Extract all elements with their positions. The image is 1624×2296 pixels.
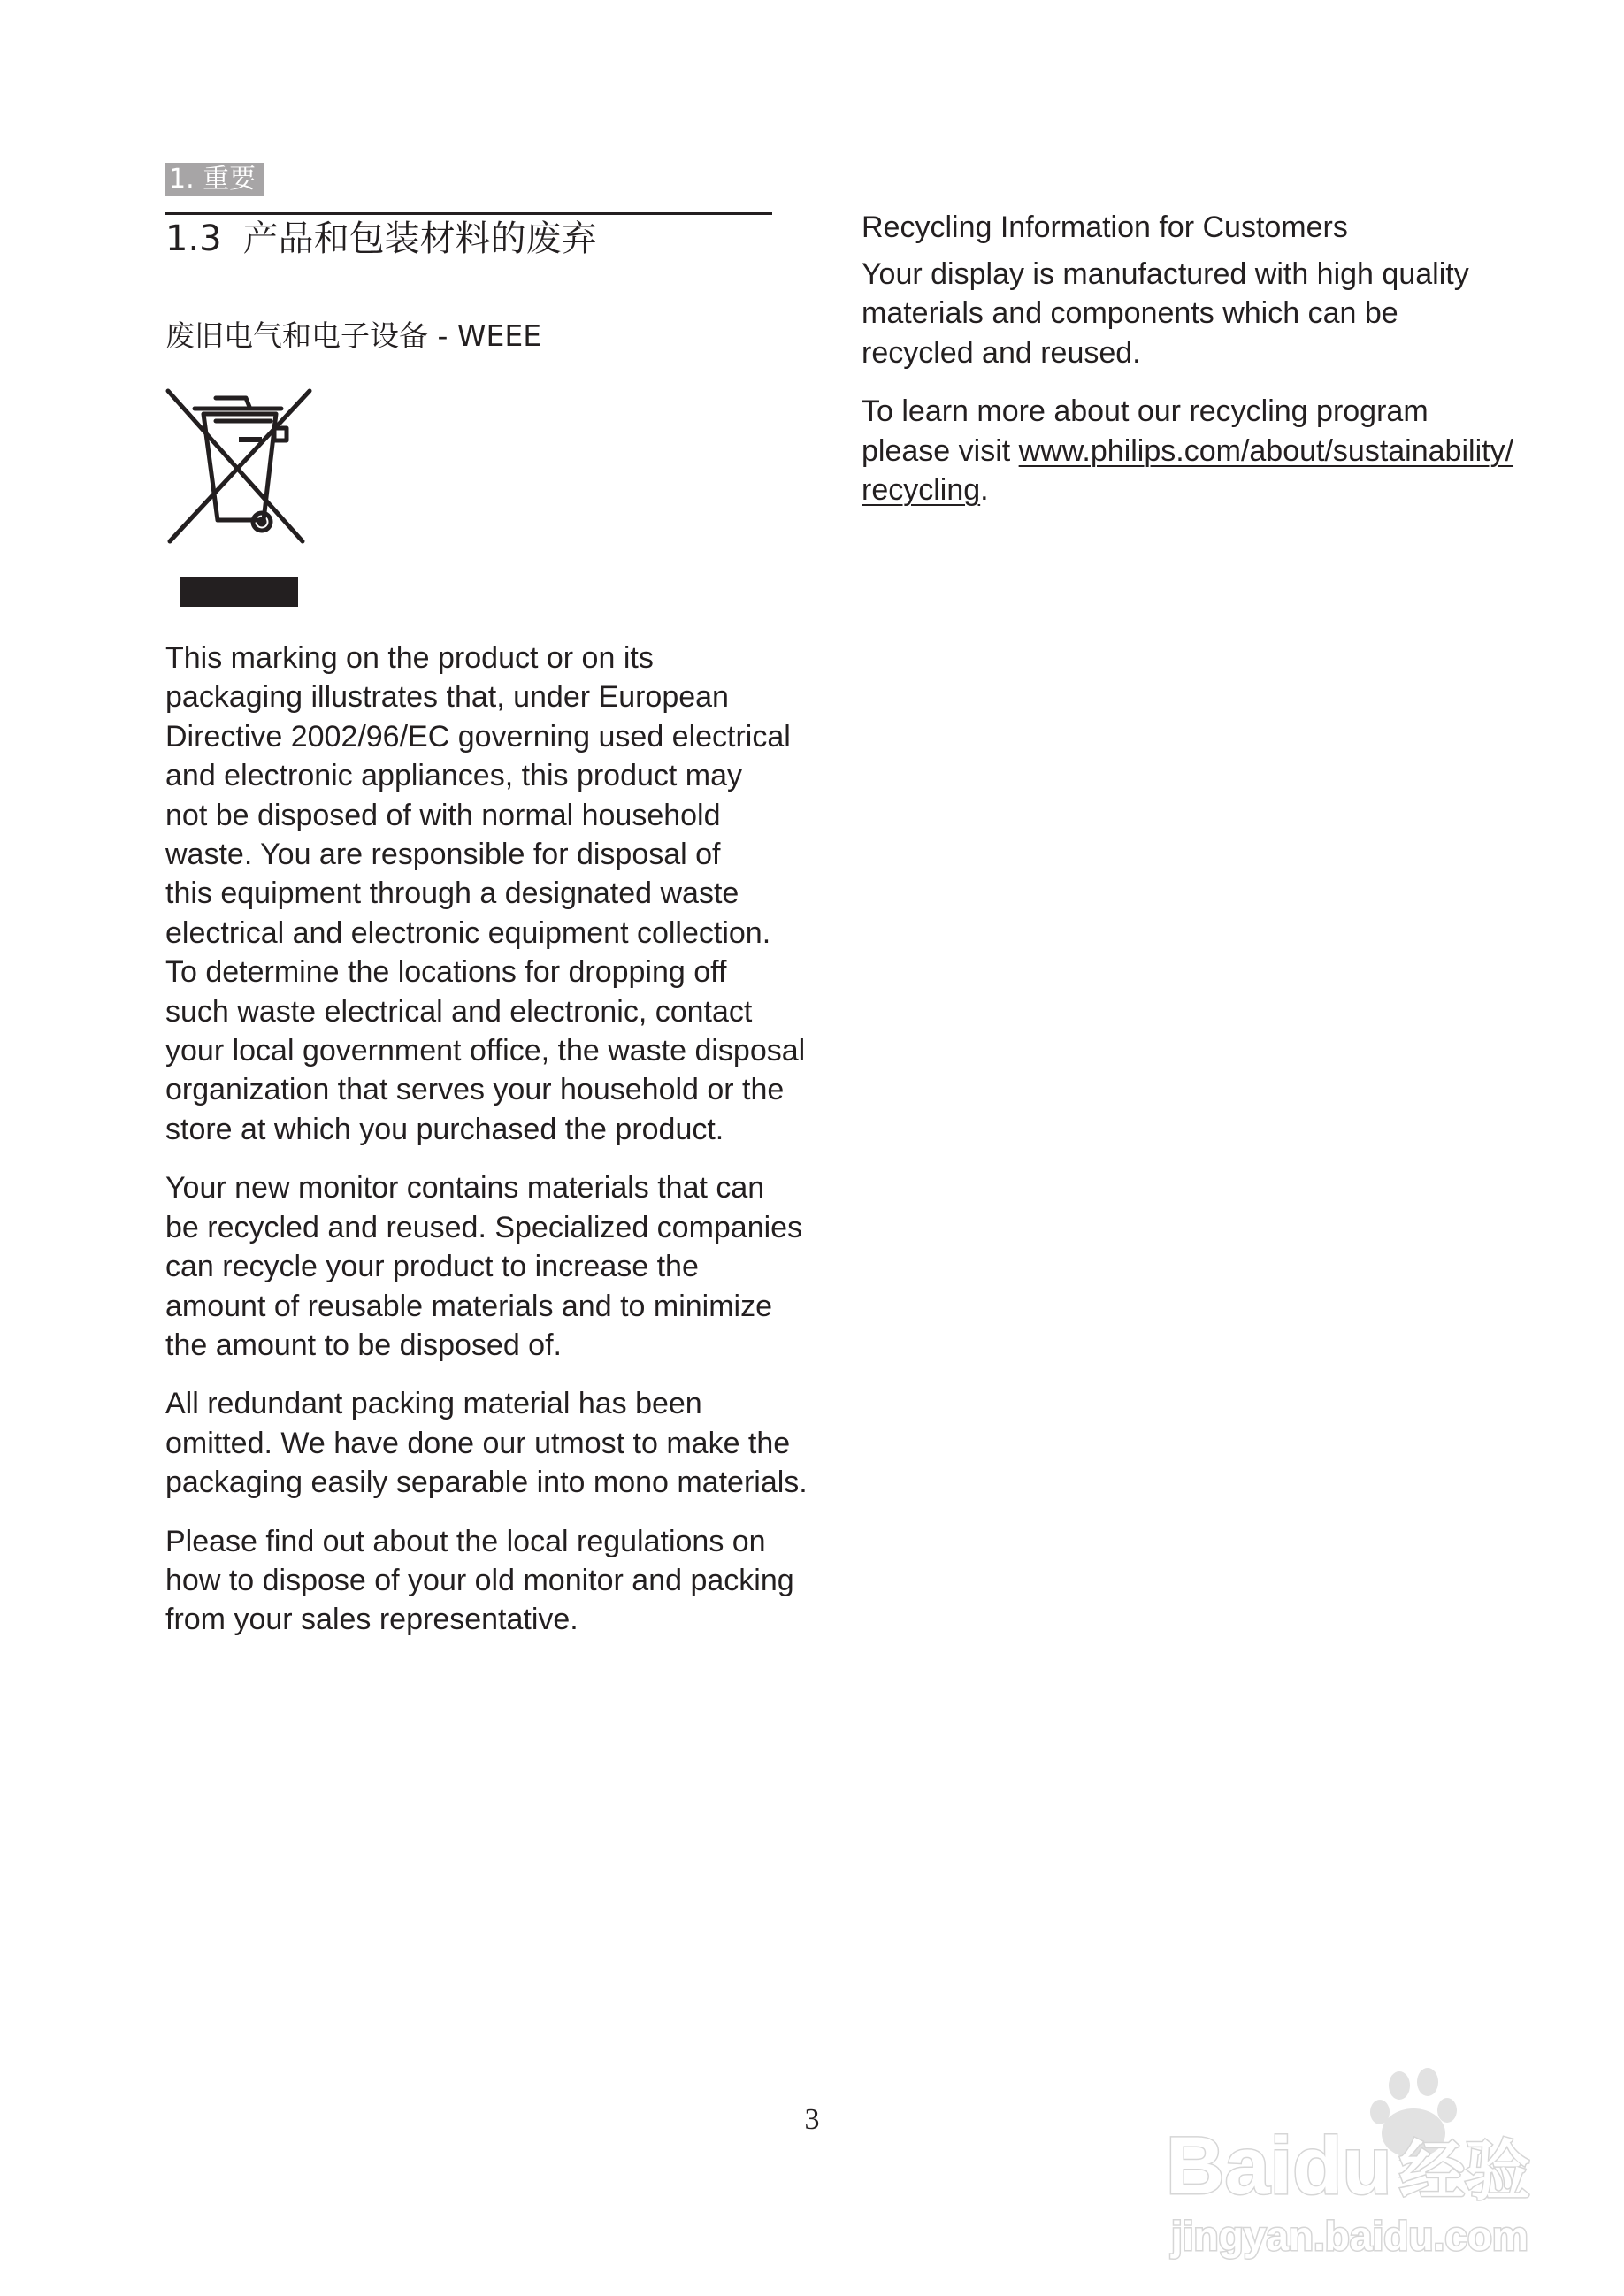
- text-line: waste. You are responsible for disposal of: [165, 838, 721, 872]
- text-line: this equipment through a designated waste: [165, 876, 739, 911]
- section-title: [165, 212, 597, 265]
- weee-paragraph-4: [165, 1522, 794, 1640]
- text-line: Directive 2002/96/EC governing used electrical: [165, 719, 791, 754]
- recycling-heading: Recycling Information for Customers: [862, 210, 1348, 244]
- text-line: materials and components which can be: [862, 296, 1398, 331]
- text-line: be recycled and reused. Specialized companies: [165, 1210, 803, 1244]
- text-line: can recycle your product to increase the: [165, 1250, 699, 1284]
- text-line: To learn more about our recycling program: [862, 394, 1429, 429]
- text-fragment: please visit: [862, 433, 1019, 468]
- recycling-paragraph-1: [862, 255, 1498, 372]
- text-line: amount of reusable materials and to minimize: [165, 1289, 772, 1323]
- text-line: To determine the locations for dropping off: [165, 955, 727, 990]
- text-line: from your sales representative.: [165, 1603, 578, 1637]
- chapter-tag: 1. 重要: [165, 163, 264, 196]
- text-line: Your display is manufactured with high quality: [862, 257, 1469, 291]
- recycling-paragraph-2: [862, 392, 1514, 509]
- weee-body: [165, 639, 808, 1659]
- text-line: store at which you purchased the product.: [165, 1112, 724, 1146]
- text-line: your local government office, the waste disposal: [165, 1034, 806, 1068]
- text-fragment: .: [980, 473, 989, 508]
- text-line: packaging easily separable into mono materials.: [165, 1466, 808, 1500]
- weee-marking-bar: [180, 577, 298, 607]
- watermark-brand: Baidu: [1166, 2121, 1392, 2211]
- weee-heading: 废旧电气和电子设备 - WEEE: [165, 318, 542, 353]
- text-line: [862, 471, 1498, 509]
- recycling-link-continued[interactable]: recycling: [862, 473, 981, 508]
- text-line: packaging illustrates that, under European: [165, 680, 729, 715]
- text-line: and electronic appliances, this product may: [165, 759, 743, 793]
- text-line: how to dispose of your old monitor and packing: [165, 1563, 794, 1597]
- text-line: Please find out about the local regulations on: [165, 1524, 766, 1558]
- crossed-out-wheelie-bin-icon: [165, 387, 313, 547]
- text-line: such waste electrical and electronic, contact: [165, 994, 753, 1029]
- text-line: the amount to be disposed of.: [165, 1328, 562, 1362]
- text-line: omitted. We have done our utmost to make the: [165, 1426, 791, 1460]
- text-line: electrical and electronic equipment collection.: [165, 915, 771, 950]
- watermark-url: jingyan.baidu.com: [1171, 2213, 1528, 2259]
- weee-paragraph-3: [165, 1384, 808, 1502]
- text-line: not be disposed of with normal household: [165, 798, 721, 832]
- text-line: organization that serves your household or the: [165, 1073, 785, 1107]
- baidu-jingyan-watermark: [1159, 2061, 1539, 2264]
- section-title-text: 产品和包装材料的废弃: [242, 218, 597, 259]
- text-line: [862, 432, 1514, 471]
- text-line: All redundant packing material has been: [165, 1387, 702, 1421]
- weee-paragraph-1: [165, 639, 806, 1149]
- text-line: recycled and reused.: [862, 335, 1141, 370]
- page-number: 3: [804, 2103, 820, 2136]
- weee-paragraph-2: [165, 1168, 803, 1365]
- text-line: This marking on the product or on its: [165, 641, 654, 675]
- text-line: Your new monitor contains materials that can: [165, 1171, 765, 1205]
- recycling-link[interactable]: www.philips.com/about/sustainability/: [1018, 433, 1514, 468]
- watermark-product: 经验: [1399, 2133, 1530, 2209]
- recycling-info: [862, 205, 1514, 529]
- section-number: 1.3: [165, 218, 222, 259]
